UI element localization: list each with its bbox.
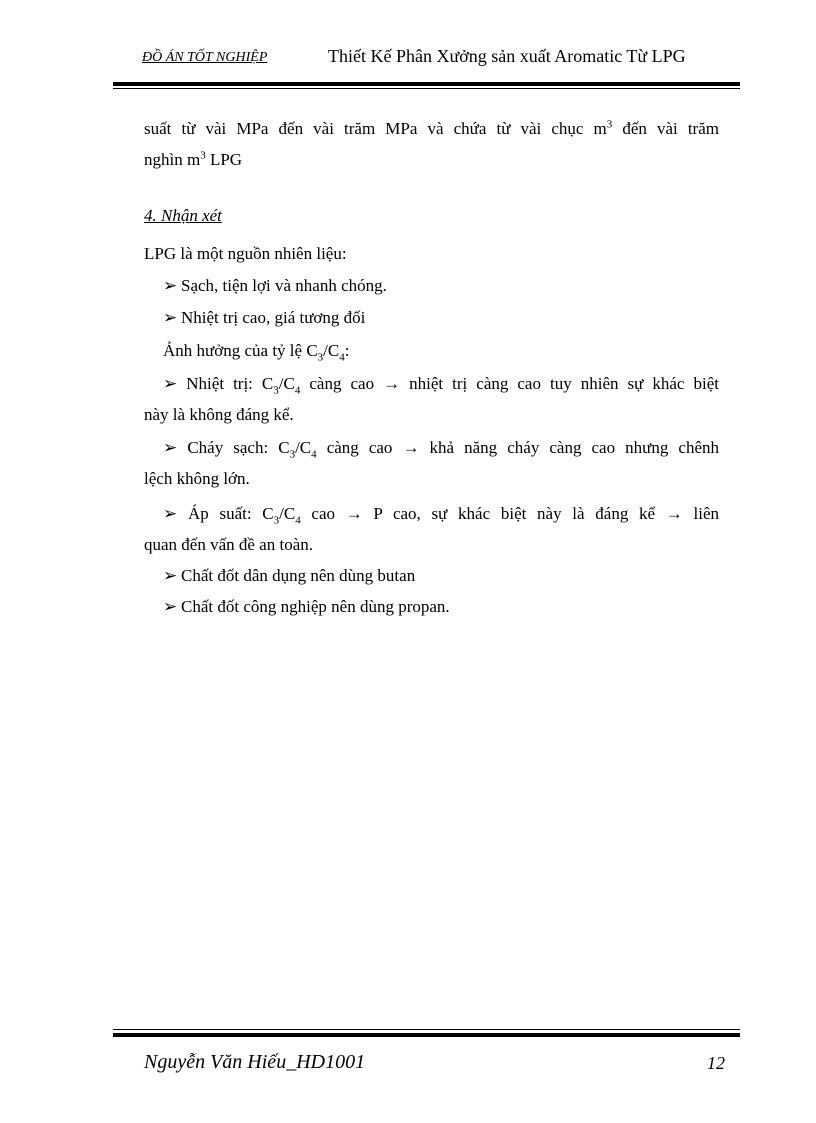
header-rule-thick xyxy=(113,82,740,86)
arrow-bullet-icon: ➢ xyxy=(163,504,178,523)
effect-item xyxy=(144,368,719,430)
arrow-bullet-icon: ➢ xyxy=(163,308,178,327)
intro-line-1: suất từ vài MPa đến vài trăm MPa và chứa từ vài chục $m^3$ đến vài trăm xyxy=(144,118,719,138)
footer-rule-thick xyxy=(113,1033,740,1037)
arrow-bullet-icon: ➢ xyxy=(163,276,178,295)
footer-author: Nguyễn Văn Hiếu_HD1001 xyxy=(144,1051,366,1073)
list-item: ➢ Sạch, tiện lợi và nhanh chóng. xyxy=(163,276,387,295)
effect-item xyxy=(144,432,719,494)
effect-line-1: ➢ Áp suất: $C_3/C_4$ cao → P cao, sự khác biệt này là đáng kể → liên xyxy=(163,504,719,527)
header-rule-thin xyxy=(113,88,740,89)
list-item: ➢ Nhiệt trị cao, giá tương đối xyxy=(163,308,366,327)
footer-rule-thin xyxy=(113,1029,740,1030)
section-heading: 4. Nhận xét xyxy=(144,206,222,225)
arrow-bullet-icon: ➢ xyxy=(163,438,178,457)
header-left-title: ĐỒ ÁN TỐT NGHIỆP xyxy=(142,50,268,65)
effect-line-2: quan đến vấn đề an toàn. xyxy=(144,535,313,554)
arrow-bullet-icon: ➢ xyxy=(163,566,178,585)
effect-line-2: này là không đáng kể. xyxy=(144,405,294,424)
list-item: ➢ Chất đốt công nghiệp nên dùng propan. xyxy=(163,597,450,616)
page-number: 12 xyxy=(707,1053,725,1073)
effect-item xyxy=(144,498,719,560)
arrow-bullet-icon: ➢ xyxy=(163,597,178,616)
superscript: 3 xyxy=(200,149,206,162)
effect-line-2: lệch không lớn. xyxy=(144,469,250,488)
effect-line-1: ➢ Nhiệt trị: $C_3/C_4$ càng cao → nhiệt trị càng cao tuy nhiên sự khác biệt xyxy=(163,374,719,397)
list-item: ➢ Chất đốt dân dụng nên dùng butan xyxy=(163,566,416,585)
section-lead: LPG là một nguồn nhiên liệu: xyxy=(144,244,347,263)
ratio-intro: Ảnh hưởng của tỷ lệ $C_3/C_4$: xyxy=(163,341,350,364)
header-right-title: Thiết Kế Phân Xưởng sản xuất Aromatic Từ LPG xyxy=(328,46,686,66)
arrow-bullet-icon: ➢ xyxy=(163,374,178,393)
superscript: 3 xyxy=(606,118,613,131)
effect-line-1: ➢ Cháy sạch: $C_3/C_4$ càng cao → khả năng cháy càng cao nhưng chênh xyxy=(163,438,720,461)
intro-paragraph xyxy=(144,113,719,175)
intro-line-2: nghìn $m^3$ LPG xyxy=(144,149,243,169)
